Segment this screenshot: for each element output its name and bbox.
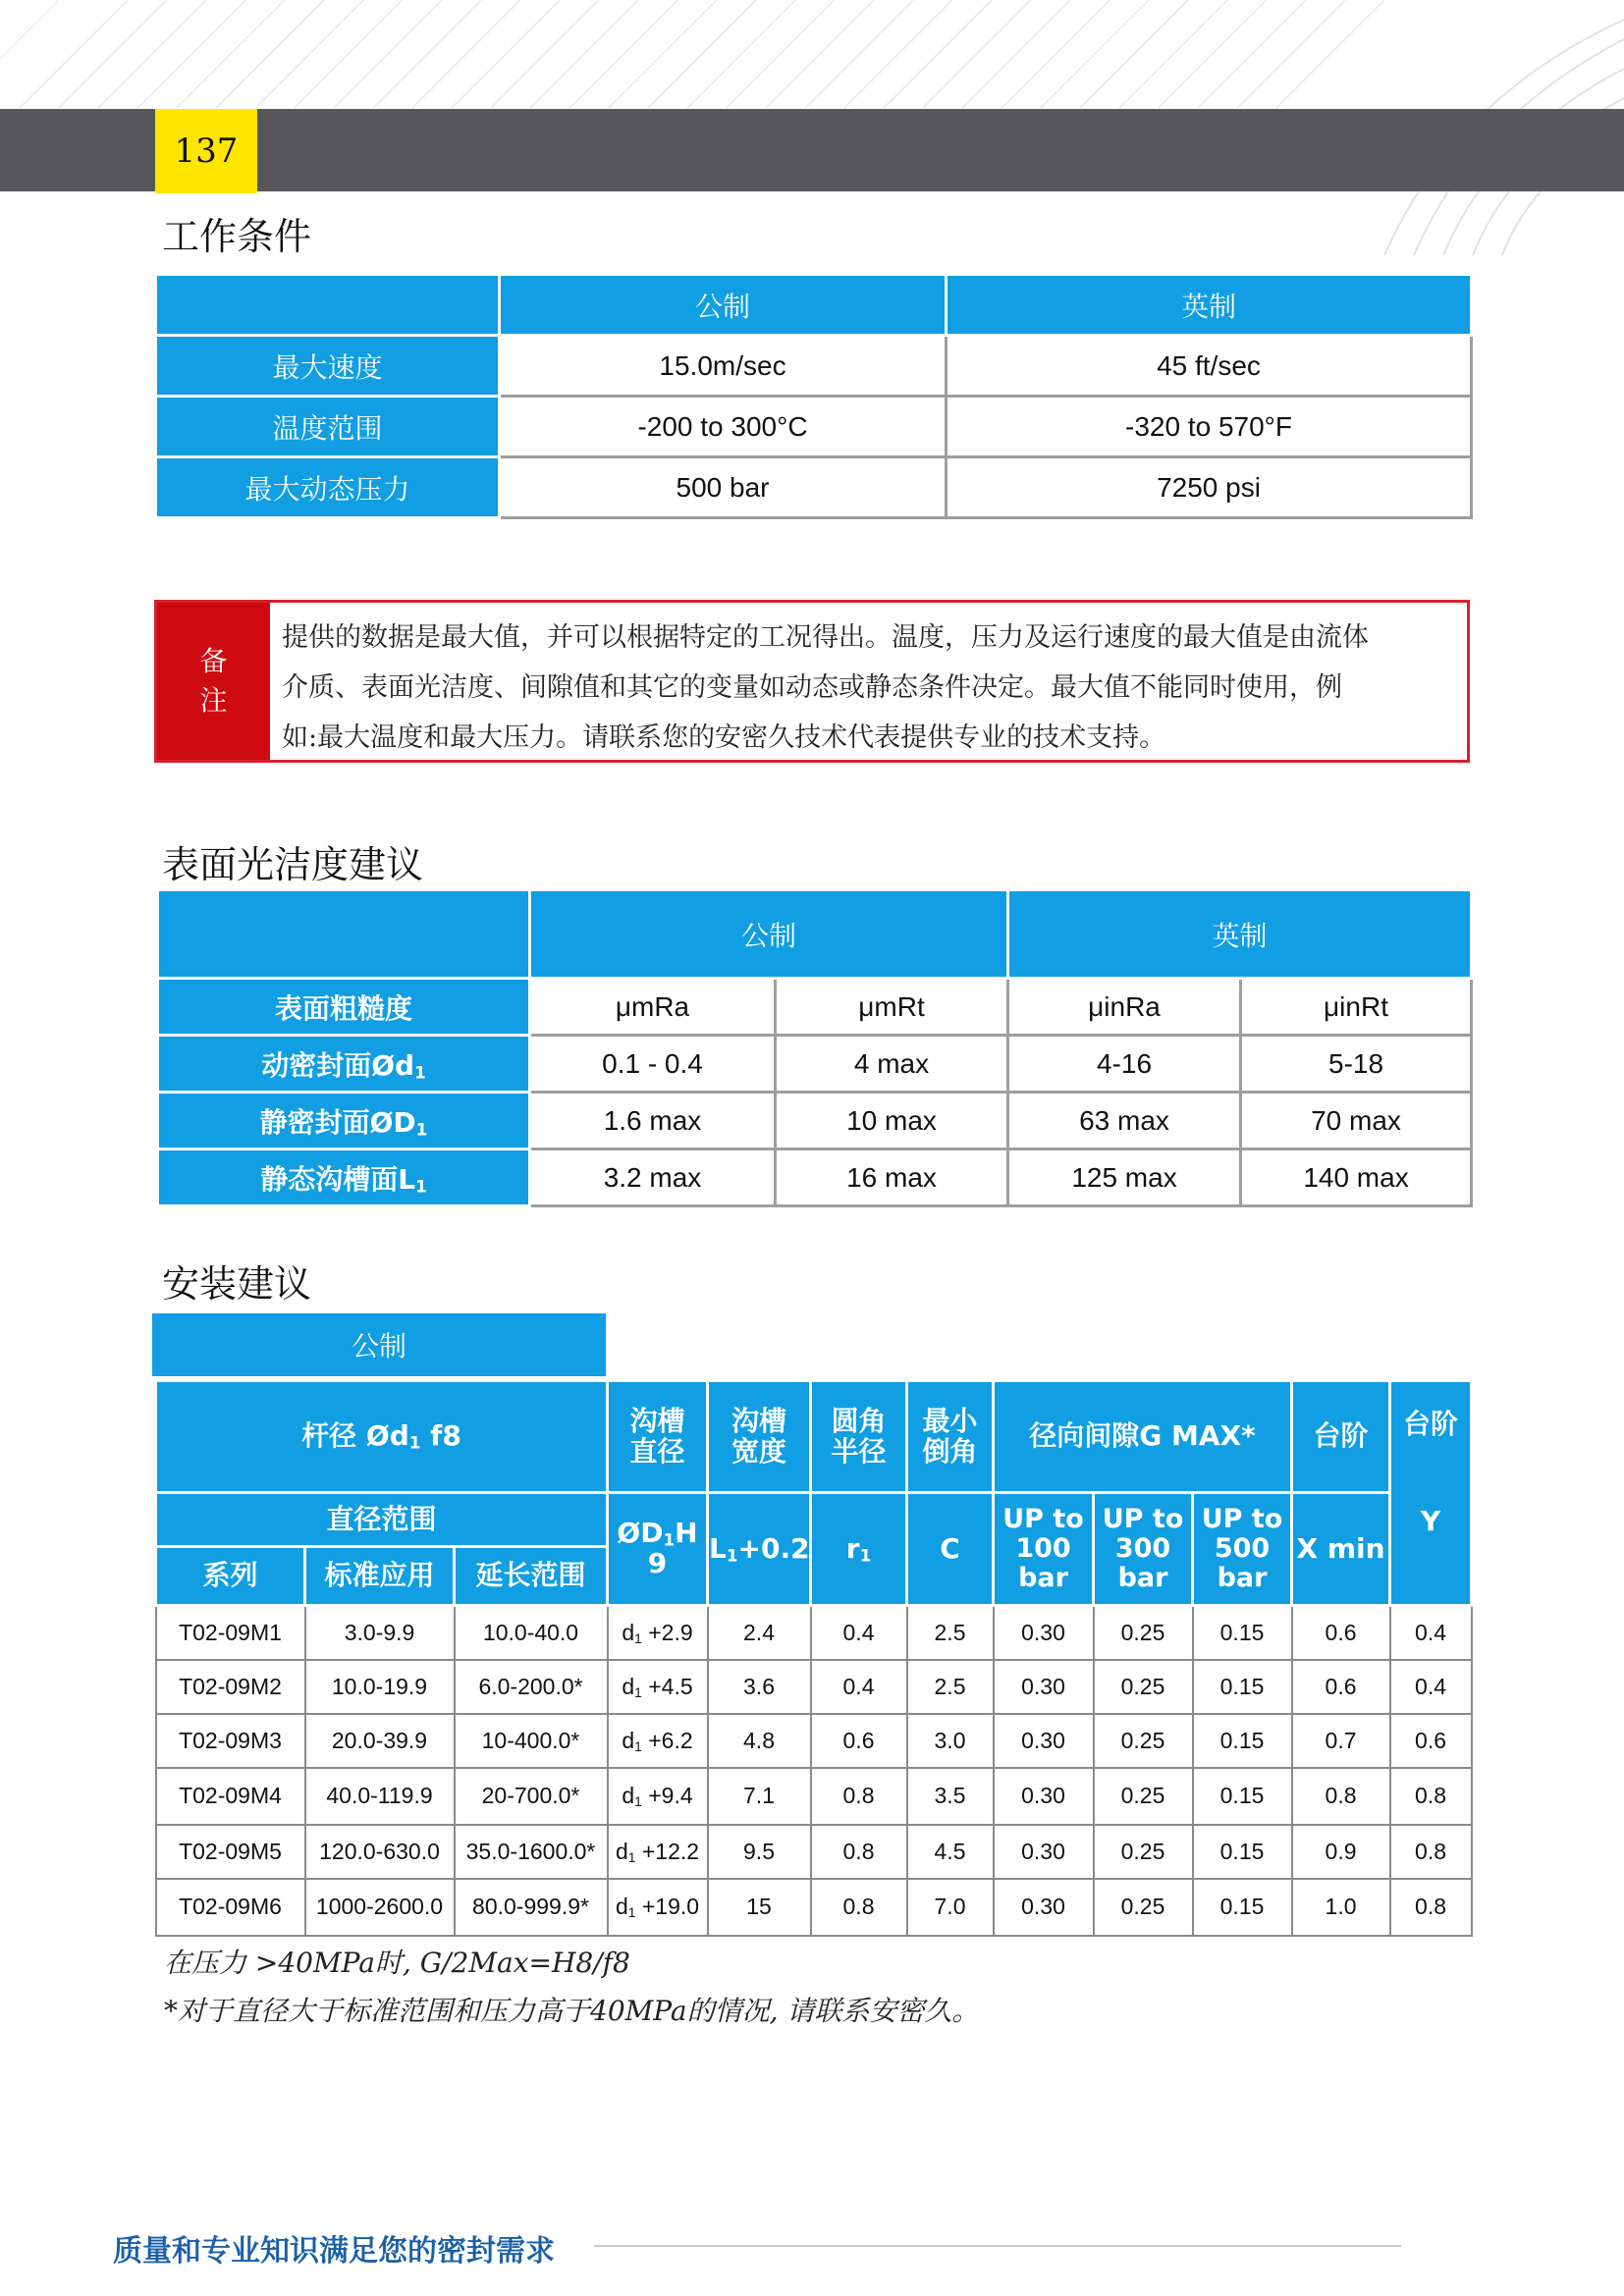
value-cell: 4-16 [1008, 1036, 1241, 1093]
imperial-value: -320 to 570°F [947, 397, 1472, 457]
header-line: UP to [1201, 1504, 1283, 1535]
header-line: 圆角 [831, 1404, 887, 1437]
subscript: 1 [663, 1529, 676, 1550]
value-cell: 70 max [1241, 1093, 1472, 1149]
extended-cell: 80.0-999.9* [455, 1879, 608, 1936]
code-text: H [675, 1517, 698, 1550]
standard-cell: 3.0-9.9 [305, 1606, 455, 1660]
surface-finish-table [156, 888, 1473, 1207]
groove-value: +2.9 [648, 1619, 693, 1645]
table-row [156, 336, 1472, 397]
installation-table [154, 1379, 1473, 1937]
x-cell: 1.0 [1292, 1879, 1390, 1936]
row-label-text: 静密封面ØD [259, 1105, 416, 1139]
g500-cell: 0.15 [1193, 1825, 1292, 1879]
width-cell: 2.4 [708, 1606, 811, 1660]
unit-cell: μinRa [1008, 979, 1241, 1036]
value-cell: 10 max [776, 1093, 1008, 1149]
table-header-row [156, 1493, 1472, 1547]
imperial-value: 7250 psi [947, 457, 1472, 518]
standard-cell: 10.0-19.9 [305, 1660, 455, 1714]
subscript: 1 [726, 1544, 738, 1565]
table-row [156, 1714, 1472, 1768]
unit-cell: μmRa [530, 979, 776, 1036]
diameter-range-header: 直径范围 [156, 1493, 608, 1547]
footer-slogan: 质量和专业知识满足您的密封需求 [113, 2234, 555, 2269]
unit-cell: μmRt [776, 979, 1008, 1036]
g500-cell: 0.15 [1193, 1879, 1292, 1936]
header-line: bar [1117, 1562, 1168, 1593]
subscript: 1 [414, 1061, 426, 1082]
chamfer-cell: 2.5 [907, 1606, 994, 1660]
table-row [158, 1093, 1472, 1149]
radius-cell: 0.4 [811, 1606, 907, 1660]
extended-cell: 35.0-1600.0* [455, 1825, 608, 1879]
groove-dia-code [608, 1493, 708, 1606]
radius-cell: 0.8 [811, 1879, 907, 1936]
groove-cell [608, 1825, 708, 1879]
row-label [158, 1093, 530, 1149]
working-conditions-title: 工作条件 [162, 215, 312, 258]
chamfer-cell: 3.5 [907, 1768, 994, 1825]
series-cell: T02-09M5 [156, 1825, 305, 1879]
remark-line: 介质、表面光洁度、间隙值和其它的变量如动态或静态条件决定。最大值不能同时使用，例 [282, 672, 1342, 703]
g300-cell: 0.25 [1094, 1714, 1193, 1768]
radius-code [811, 1493, 907, 1606]
width-cell: 9.5 [708, 1825, 811, 1879]
metric-value: 500 bar [500, 457, 947, 518]
groove-width-code [708, 1493, 811, 1606]
row-label [158, 1036, 530, 1093]
header-line: 最小 [922, 1404, 978, 1437]
y-cell: 0.4 [1390, 1606, 1472, 1660]
subscript: 1 [634, 1684, 642, 1700]
series-cell: T02-09M3 [156, 1714, 305, 1768]
radius-cell: 0.4 [811, 1660, 907, 1714]
y-cell: 0.8 [1390, 1879, 1472, 1936]
g300-cell: 0.25 [1094, 1825, 1193, 1879]
groove-value: +12.2 [641, 1838, 700, 1864]
g500-cell: 0.15 [1193, 1606, 1292, 1660]
g500-cell: 0.15 [1193, 1660, 1292, 1714]
working-conditions-table [154, 273, 1473, 519]
value-cell: 3.2 max [530, 1149, 776, 1206]
surface-finish-title: 表面光洁度建议 [162, 843, 424, 886]
g300-cell: 0.25 [1094, 1660, 1193, 1714]
header-blank-cell [156, 275, 500, 336]
value-cell: 63 max [1008, 1093, 1241, 1149]
header-line: 半径 [831, 1434, 887, 1468]
g100-cell: 0.30 [994, 1825, 1094, 1879]
g300-cell: 0.25 [1094, 1606, 1193, 1660]
subscript: 1 [408, 1432, 421, 1453]
prefix: d [622, 1783, 635, 1808]
extended-cell: 10.0-40.0 [455, 1606, 608, 1660]
subscript: 1 [634, 1630, 642, 1646]
value-cell: 1.6 max [530, 1093, 776, 1149]
value-cell: 140 max [1241, 1149, 1472, 1206]
prefix: d [622, 1727, 635, 1753]
subscript: 1 [415, 1118, 428, 1139]
header-line: 倒角 [922, 1434, 978, 1468]
table-row [156, 457, 1472, 518]
y-cell: 0.8 [1390, 1825, 1472, 1879]
header-line: 100 [1015, 1533, 1071, 1565]
width-cell: 7.1 [708, 1768, 811, 1825]
series-cell: T02-09M1 [156, 1606, 305, 1660]
code-text: L [709, 1531, 727, 1565]
chamfer-code: C [907, 1493, 994, 1606]
up-to-300-header [1094, 1493, 1193, 1606]
header-line: 沟槽 [629, 1404, 685, 1437]
imperial-value: 45 ft/sec [947, 336, 1472, 397]
standard-cell: 1000-2600.0 [305, 1879, 455, 1936]
extended-cell: 10-400.0* [455, 1714, 608, 1768]
row-label-text: 动密封面Ød [261, 1048, 415, 1082]
value-cell: 4 max [776, 1036, 1008, 1093]
table-header-row [156, 275, 1472, 336]
standard-cell: 20.0-39.9 [305, 1714, 455, 1768]
table-row [158, 979, 1472, 1036]
header-imperial: 英制 [947, 275, 1472, 336]
row-label-text: 静态沟槽面L [260, 1162, 416, 1196]
g100-cell: 0.30 [994, 1879, 1094, 1936]
unit-cell: μinRt [1241, 979, 1472, 1036]
groove-value: +4.5 [648, 1673, 693, 1699]
groove-cell [608, 1768, 708, 1825]
footer-divider [594, 2245, 1401, 2247]
extended-header: 延长范围 [455, 1547, 608, 1606]
groove-cell [608, 1879, 708, 1936]
y-cell: 0.4 [1390, 1660, 1472, 1714]
remark-box [154, 600, 1470, 763]
header-line: 500 [1214, 1533, 1271, 1565]
clearance-header: 径向间隙G MAX* [994, 1381, 1292, 1493]
groove-cell [608, 1714, 708, 1768]
page-number: 137 [155, 109, 257, 193]
contact-note: *对于直径大于标准范围和压力高于40MPa的情况, 请联系安密久。 [164, 1995, 980, 2027]
value-cell: 0.1 - 0.4 [530, 1036, 776, 1093]
value-cell: 5-18 [1241, 1036, 1472, 1093]
table-row [156, 1660, 1472, 1714]
code-text: +0.2 [737, 1531, 810, 1565]
groove-value: +19.0 [641, 1894, 700, 1919]
installation-title: 安装建议 [162, 1262, 312, 1306]
code-text: r [845, 1531, 860, 1565]
header-imperial: 英制 [1008, 890, 1472, 979]
subscript: 1 [627, 1904, 636, 1920]
header-blank-cell [158, 890, 530, 979]
prefix: d [622, 1619, 635, 1645]
rod-header-text: 杆径 Ød [301, 1419, 409, 1453]
x-cell: 0.8 [1292, 1768, 1390, 1825]
standard-cell: 40.0-119.9 [305, 1768, 455, 1825]
width-cell: 3.6 [708, 1660, 811, 1714]
header-line: bar [1018, 1562, 1068, 1593]
header-line: UP to [1002, 1504, 1084, 1535]
remark-label-char: 注 [199, 684, 228, 717]
groove-cell [608, 1606, 708, 1660]
table-row [156, 1825, 1472, 1879]
table-header-row [156, 1381, 1472, 1493]
header-line: 台阶 [1403, 1408, 1459, 1440]
table-row [158, 1036, 1472, 1093]
subscript: 1 [634, 1738, 642, 1754]
g300-cell: 0.25 [1094, 1879, 1193, 1936]
groove-value: +6.2 [648, 1727, 693, 1753]
table-row [158, 1149, 1472, 1206]
series-cell: T02-09M6 [156, 1879, 305, 1936]
radius-header [811, 1381, 907, 1493]
x-cell: 0.7 [1292, 1714, 1390, 1768]
radius-cell: 0.6 [811, 1714, 907, 1768]
header-line: 300 [1114, 1533, 1171, 1565]
chamfer-cell: 3.0 [907, 1714, 994, 1768]
header-line: UP to [1102, 1504, 1184, 1535]
g100-cell: 0.30 [994, 1660, 1094, 1714]
g300-cell: 0.25 [1094, 1768, 1193, 1825]
y-cell: 0.8 [1390, 1768, 1472, 1825]
series-cell: T02-09M2 [156, 1660, 305, 1714]
radius-cell: 0.8 [811, 1768, 907, 1825]
header-line: 宽度 [731, 1434, 787, 1468]
row-label: 表面粗糙度 [158, 979, 530, 1036]
table-row [156, 397, 1472, 457]
g100-cell: 0.30 [994, 1714, 1094, 1768]
header-line: bar [1217, 1562, 1268, 1593]
x-cell: 0.6 [1292, 1660, 1390, 1714]
extended-cell: 20-700.0* [455, 1768, 608, 1825]
remark-line: 提供的数据是最大值，并可以根据特定的工况得出。温度，压力及运行速度的最大值是由流体 [282, 622, 1369, 653]
subscript: 1 [415, 1175, 427, 1196]
chamfer-cell: 7.0 [907, 1879, 994, 1936]
prefix: d [615, 1894, 628, 1919]
metric-value: 15.0m/sec [500, 336, 947, 397]
prefix: d [622, 1673, 635, 1699]
step-y-header [1390, 1381, 1472, 1606]
row-label: 最大速度 [156, 336, 500, 397]
remark-label-char: 备 [199, 645, 228, 677]
subscript: 1 [627, 1849, 636, 1865]
x-cell: 0.9 [1292, 1825, 1390, 1879]
chamfer-cell: 2.5 [907, 1660, 994, 1714]
value-cell: 16 max [776, 1149, 1008, 1206]
step-header: 台阶 [1292, 1381, 1390, 1493]
metric-value: -200 to 300°C [500, 397, 947, 457]
chamfer-cell: 4.5 [907, 1825, 994, 1879]
groove-value: +9.4 [648, 1783, 693, 1808]
y-label: Y [1420, 1504, 1441, 1537]
header-line: 直径 [629, 1434, 685, 1468]
remark-line: 如:最大温度和最大压力。请联系您的安密久技术代表提供专业的技术支持。 [282, 722, 1166, 753]
groove-width-header [708, 1381, 811, 1493]
row-label [158, 1149, 530, 1206]
x-cell: 0.6 [1292, 1606, 1390, 1660]
subscript: 1 [634, 1793, 642, 1809]
up-to-100-header [994, 1493, 1094, 1606]
g100-cell: 0.30 [994, 1768, 1094, 1825]
series-header: 系列 [156, 1547, 305, 1606]
table-header-row [158, 890, 1472, 979]
extended-cell: 6.0-200.0* [455, 1660, 608, 1714]
table-row [156, 1768, 1472, 1825]
chamfer-header [907, 1381, 994, 1493]
groove-diameter-header [608, 1381, 708, 1493]
value-cell: 125 max [1008, 1149, 1241, 1206]
table-row [156, 1879, 1472, 1936]
rod-diameter-header [156, 1381, 608, 1493]
rod-header-suffix: f8 [420, 1419, 461, 1453]
table-row [156, 1606, 1472, 1660]
code-text: 9 [647, 1547, 668, 1580]
row-label: 温度范围 [156, 397, 500, 457]
remark-text [270, 603, 1467, 760]
code-text: ØD [617, 1517, 664, 1550]
prefix: d [615, 1838, 628, 1864]
standard-header: 标准应用 [305, 1547, 455, 1606]
groove-cell [608, 1660, 708, 1714]
header-metric: 公制 [530, 890, 1008, 979]
g100-cell: 0.30 [994, 1606, 1094, 1660]
subscript: 1 [859, 1544, 872, 1565]
width-cell: 4.8 [708, 1714, 811, 1768]
metric-tab: 公制 [152, 1313, 606, 1376]
g500-cell: 0.15 [1193, 1714, 1292, 1768]
standard-cell: 120.0-630.0 [305, 1825, 455, 1879]
header-metric: 公制 [500, 275, 947, 336]
y-cell: 0.6 [1390, 1714, 1472, 1768]
radius-cell: 0.8 [811, 1825, 907, 1879]
remark-label [157, 603, 270, 760]
up-to-500-header [1193, 1493, 1292, 1606]
row-label: 最大动态压力 [156, 457, 500, 518]
header-line: 沟槽 [731, 1404, 787, 1437]
series-cell: T02-09M4 [156, 1768, 305, 1825]
g500-cell: 0.15 [1193, 1768, 1292, 1825]
pressure-note: 在压力 >40MPa时, G/2Max=H8/f8 [164, 1947, 630, 1979]
width-cell: 15 [708, 1879, 811, 1936]
x-min-header: X min [1292, 1493, 1390, 1606]
